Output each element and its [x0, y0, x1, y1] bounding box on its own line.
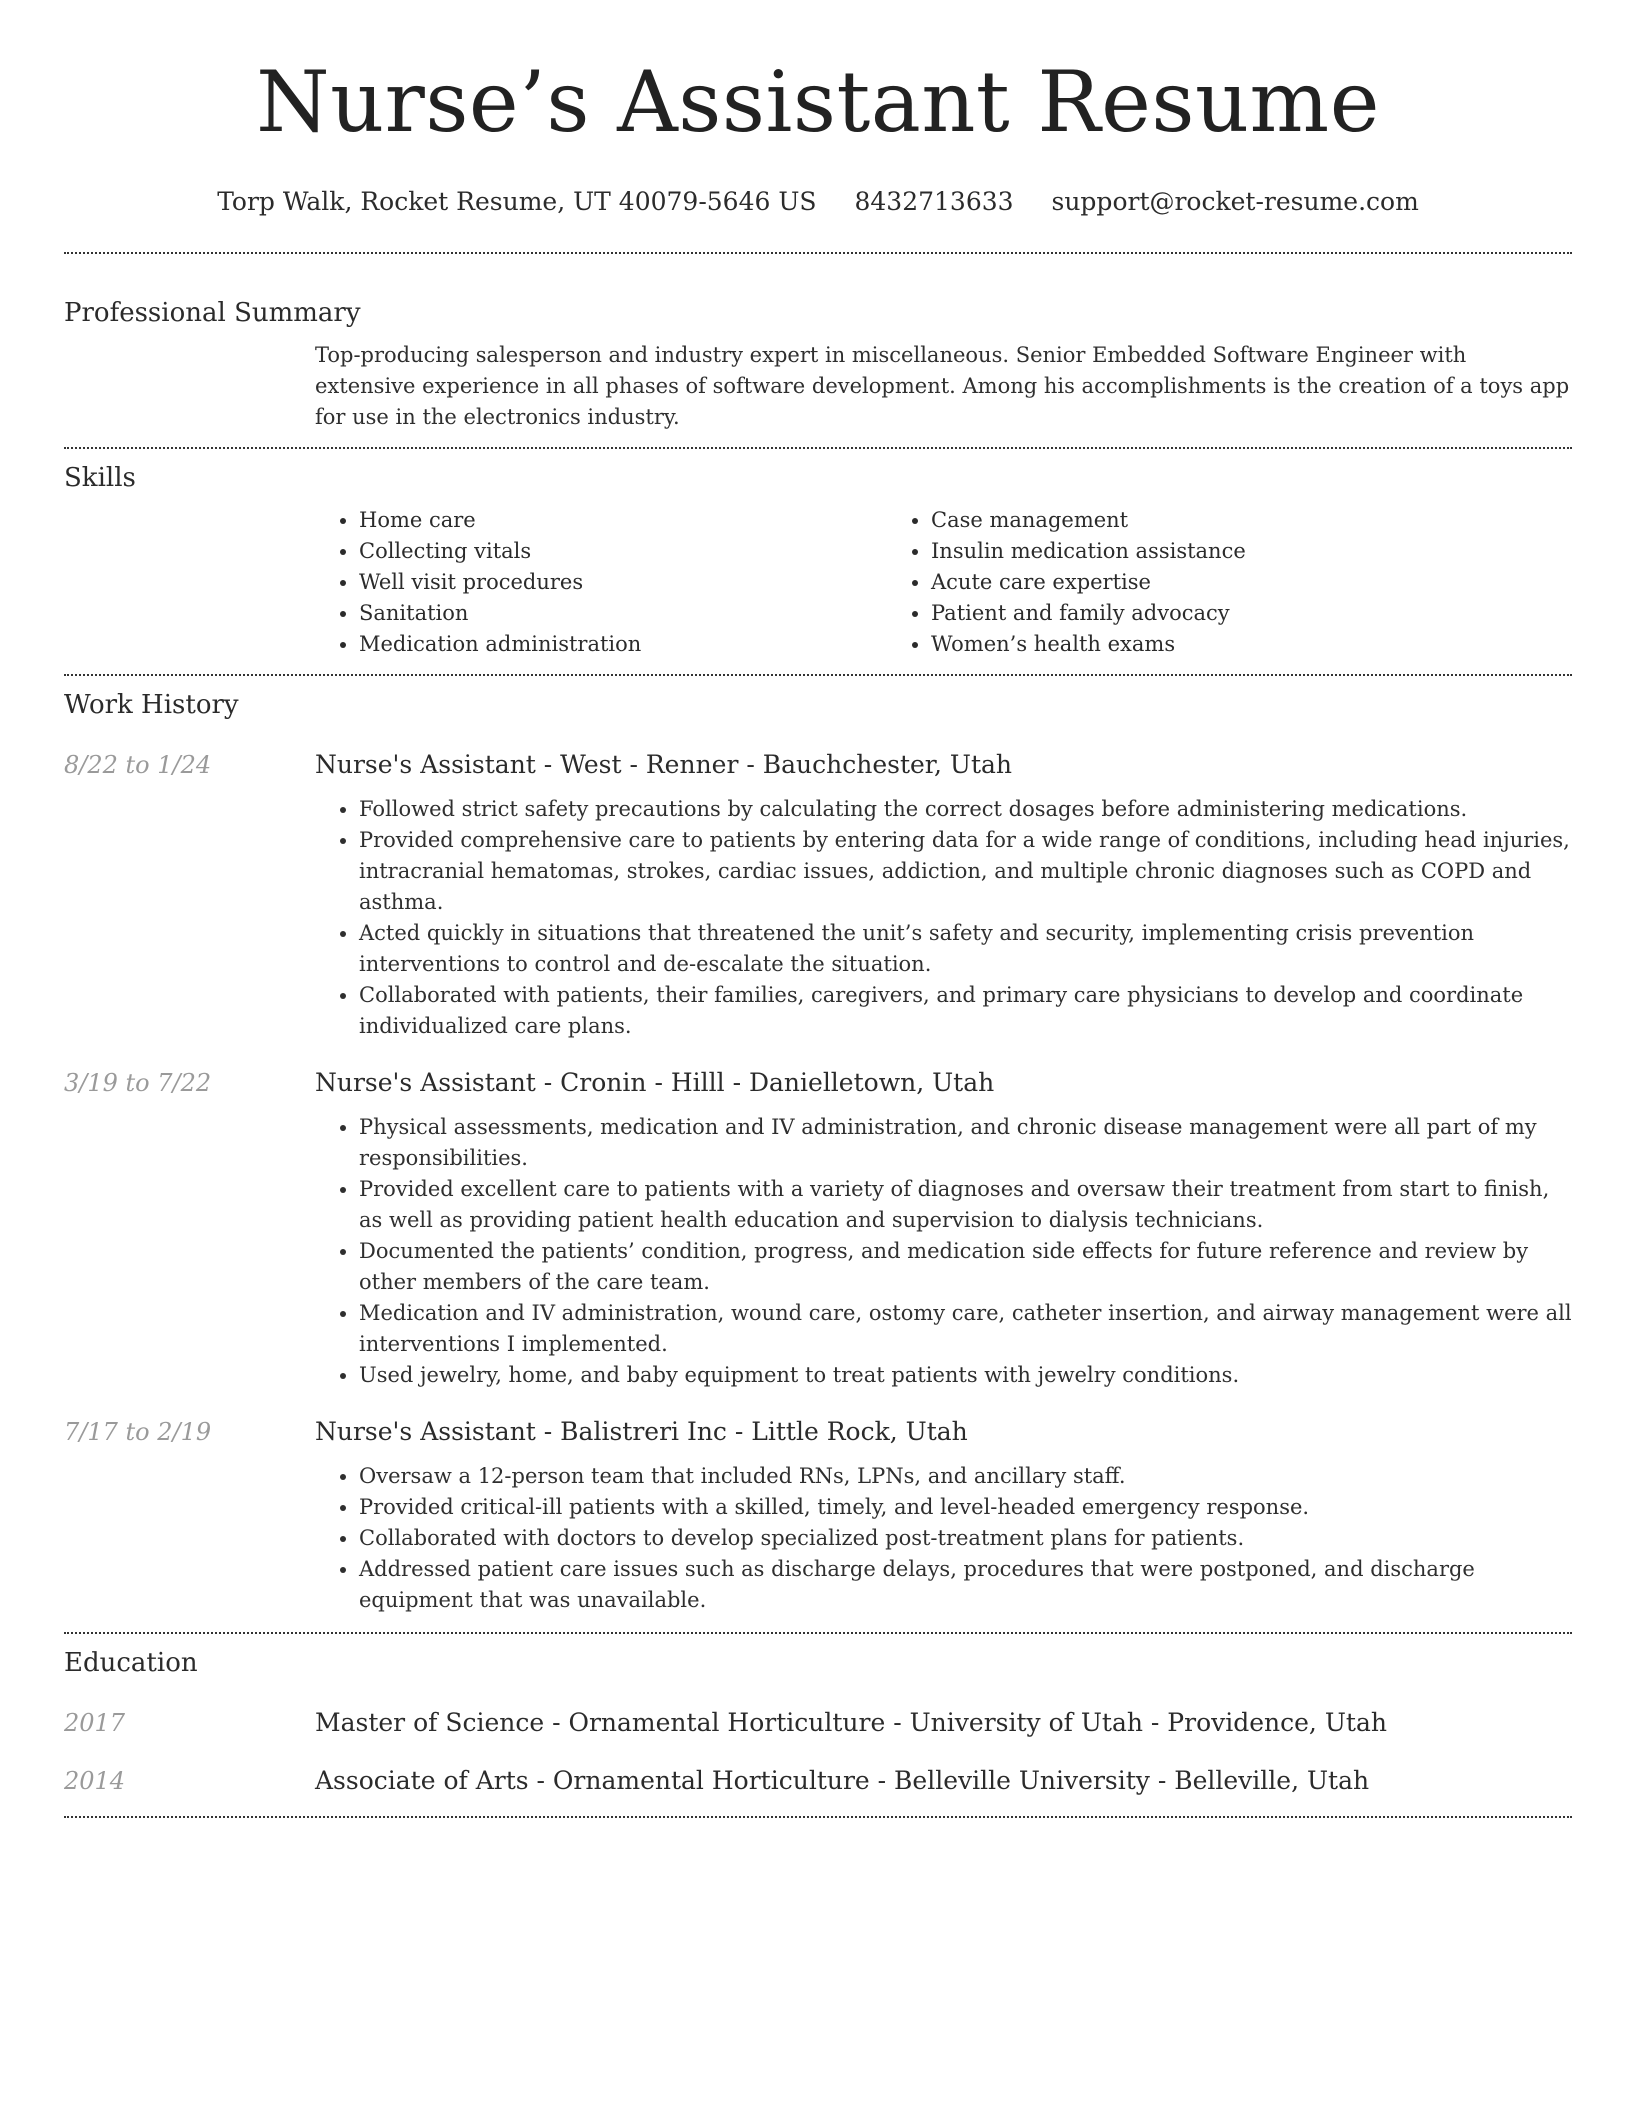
- job-dates: 8/22 to 1/24: [64, 751, 212, 779]
- job-bullets: [315, 1461, 1572, 1632]
- skill-item: • Home care: [359, 505, 887, 536]
- education-degree: Master of Science - Ornamental Horticulture - University of Utah - Providence, Utah: [315, 1708, 1387, 1737]
- skill-item: • Well visit procedures: [359, 567, 887, 598]
- job-dates: 3/19 to 7/22: [64, 1069, 212, 1097]
- section-divider: [64, 674, 1572, 676]
- section-divider: [64, 1816, 1572, 1818]
- skills-list-right: [887, 505, 1487, 660]
- job-entry: [64, 1066, 1572, 1391]
- skills-list-left: [315, 505, 887, 660]
- skills-section: [64, 461, 1572, 674]
- job-bullet: • Acted quickly in situations that threatened the unit’s safety and security, implementing crisis prevention interventions to control and de-escalate the situation.: [359, 918, 1572, 980]
- job-bullet: • Provided critical-ill patients with a skilled, timely, and level-headed emergency response.: [359, 1492, 1572, 1523]
- job-bullet: • Followed strict safety precautions by calculating the correct dosages before administering medications.: [359, 794, 1572, 825]
- skill-item: • Acute care expertise: [931, 567, 1487, 598]
- job-title: Nurse's Assistant - Cronin - Hilll - Danielletown, Utah: [315, 1068, 995, 1097]
- education-section: [64, 1646, 1572, 1798]
- education-year: 2014: [64, 1767, 126, 1795]
- section-heading: Skills: [64, 463, 136, 493]
- resume-page: [64, 0, 1572, 1818]
- job-bullet: • Provided excellent care to patients with a variety of diagnoses and oversaw their treatment from start to finish, as well as providing patient health education and supervision to dialysis technicians.: [359, 1174, 1572, 1236]
- section-heading: Professional Summary: [64, 298, 361, 328]
- job-header: [64, 748, 1572, 782]
- summary-text: Top-producing salesperson and industry expert in miscellaneous. Senior Embedded Software Engineer with extensive experience in all phases of software development. Among his accomplishments is the creation of a toys app for use in the electronics industry.: [315, 343, 1570, 429]
- skill-item: • Women’s health exams: [931, 629, 1487, 660]
- job-bullets: [315, 794, 1572, 1042]
- job-bullet: • Addressed patient care issues such as discharge delays, procedures that were postponed, and discharge equipment that was unavailable.: [359, 1554, 1572, 1616]
- contact-phone: 8432713633: [854, 187, 1014, 216]
- skill-item: • Case management: [931, 505, 1487, 536]
- work-history-section: [64, 688, 1572, 1632]
- skills-grid: [315, 505, 1572, 674]
- job-header: [64, 1415, 1572, 1449]
- job-bullet: • Collaborated with doctors to develop specialized post-treatment plans for patients.: [359, 1523, 1572, 1554]
- resume-title: Nurse’s Assistant Resume: [256, 53, 1380, 151]
- job-bullets: [315, 1112, 1572, 1391]
- job-bullet: • Physical assessments, medication and IV administration, and chronic disease management were all part of my responsibilities.: [359, 1112, 1572, 1174]
- contact-line: [64, 186, 1572, 218]
- skill-item: • Collecting vitals: [359, 536, 887, 567]
- job-bullet: • Collaborated with patients, their families, caregivers, and primary care physicians to develop and coordinate individualized care plans.: [359, 980, 1572, 1042]
- section-divider: [64, 1632, 1572, 1634]
- job-title: Nurse's Assistant - West - Renner - Bauchchester, Utah: [315, 750, 1013, 779]
- professional-summary-section: [64, 296, 1572, 447]
- education-entry: [64, 1706, 1572, 1740]
- contact-email: support@rocket-resume.com: [1051, 187, 1419, 216]
- skill-item: • Insulin medication assistance: [931, 536, 1487, 567]
- job-bullet: • Provided comprehensive care to patients by entering data for a wide range of conditions, including head injuries, intracranial hematomas, strokes, cardiac issues, addiction, and multiple chronic diagnoses such as COPD and asthma.: [359, 825, 1572, 918]
- job-bullet: • Medication and IV administration, wound care, ostomy care, catheter insertion, and airway management were all interventions I implemented.: [359, 1298, 1572, 1360]
- education-year: 2017: [64, 1709, 126, 1737]
- job-bullet: • Used jewelry, home, and baby equipment to treat patients with jewelry conditions.: [359, 1360, 1572, 1391]
- section-heading: Work History: [64, 690, 239, 720]
- contact-address: Torp Walk, Rocket Resume, UT 40079-5646 US: [217, 187, 817, 216]
- job-entry: [64, 748, 1572, 1042]
- section-divider: [64, 252, 1572, 254]
- job-bullet: • Documented the patients’ condition, progress, and medication side effects for future reference and review by other members of the care team.: [359, 1236, 1572, 1298]
- skill-item: • Medication administration: [359, 629, 887, 660]
- job-header: [64, 1066, 1572, 1100]
- skill-item: • Patient and family advocacy: [931, 598, 1487, 629]
- education-entry: [64, 1764, 1572, 1798]
- job-bullet: • Oversaw a 12-person team that included RNs, LPNs, and ancillary staff.: [359, 1461, 1572, 1492]
- skill-item: • Sanitation: [359, 598, 887, 629]
- job-dates: 7/17 to 2/19: [64, 1418, 212, 1446]
- education-degree: Associate of Arts - Ornamental Horticulture - Belleville University - Belleville, Utah: [315, 1766, 1370, 1795]
- job-title: Nurse's Assistant - Balistreri Inc - Little Rock, Utah: [315, 1417, 968, 1446]
- section-divider: [64, 447, 1572, 449]
- job-entry: [64, 1415, 1572, 1632]
- section-heading: Education: [64, 1648, 198, 1678]
